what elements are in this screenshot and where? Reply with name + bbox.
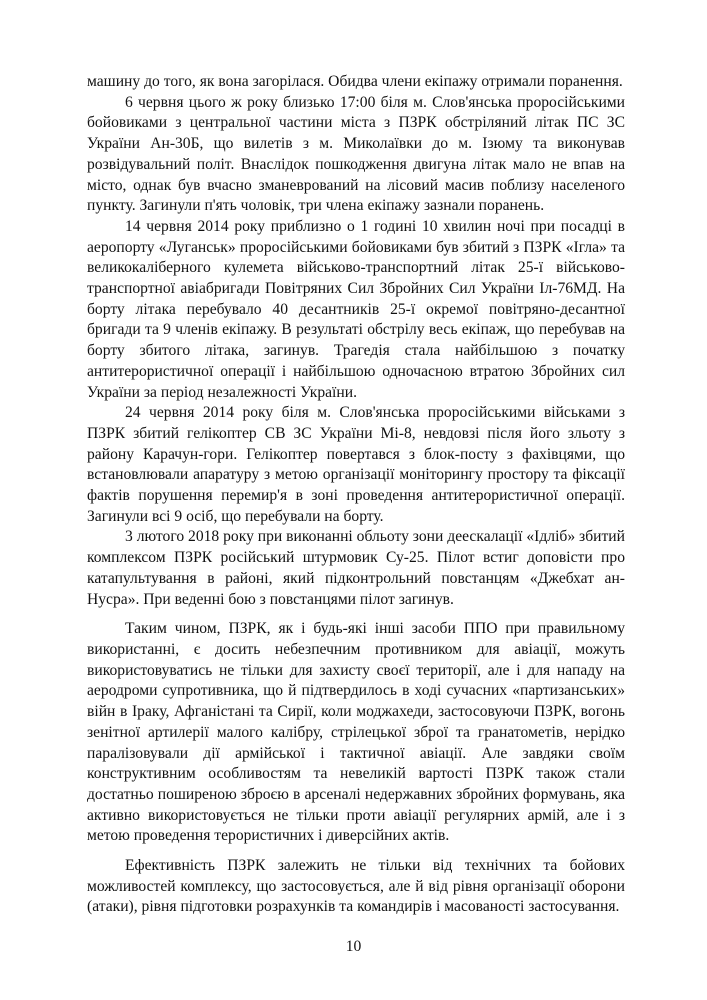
- paragraph-effectiveness: Ефективність ПЗРК залежить не тільки від технічних та бойових можливостей комплексу, що застосовується, але й від рівня організації оборони (атаки), рівня підготовки розрахунків та командирів і масованості застосування.: [87, 857, 625, 916]
- paragraph-su25-incident: 3 лютого 2018 року при виконанні обльоту зони деескалації «Ідліб» збитий комплексом ПЗРК російський штурмовик Су-25. Пілот встиг доповісти про катапультування в районі, який підконтрольний повстанцям «Джебхат ан-Нусра». При веденні бою з повстанцями пілот загинув.: [87, 528, 625, 608]
- paragraph-continuation: машину до того, як вона загорілася. Обидва члени екіпажу отримали поранення.: [87, 73, 623, 90]
- paragraph-mi8-incident: 24 червня 2014 року біля м. Слов'янська проросійськими військами з ПЗРК збитий гелікоптер СВ ЗС України Мі-8, невдовзі після його зльоту з району Карачун-гори. Гелікоптер повертався з блок-посту з фахівцями, що встановлювали апаратуру з метою організації моніторингу простору та фіксації фактів порушення перемир'я в зоні проведення антитерористичної операції. Загинули всі 9 осіб, що перебували на борту.: [87, 404, 625, 525]
- paragraph-conclusion: Таким чином, ПЗРК, як і будь-які інші засоби ППО при правильному використанні, є досить небезпечним противником для авіації, можуть використовуватись не тільки для захисту своєї території, але і для нападу на аеродроми супротивника, що й підтвердилось в ході сучасних «партизанських» війн в Іраку, Афганістані та Сирії, коли моджахеди, застосовуючи ПЗРК, вогонь зенітної артилерії малого калібру, стрілецької зброї та гранатометів, нерідко паралізовували дії армійської і тактичної авіації. Але завдяки своїм конструктивним особливостям та невеликій вартості ПЗРК також стали достатньо поширеною зброєю в арсеналі недержавних збройних формувань, яка активно використовується не тільки проти авіації регулярних армій, але і з метою проведення терористичних і диверсійних актів.: [87, 620, 625, 845]
- body-text: [87, 72, 625, 918]
- paragraph-an30b-incident: 6 червня цього ж року близько 17:00 біля м. Слов'янська проросійськими бойовиками з центральної частини міста з ПЗРК обстріляний літак ПС ЗС України Ан-30Б, що вилетів з м. Миколаївки до м. Ізюму та виконував розвідувальний політ. Внаслідок пошкодження двигуна літак мало не впав на місто, однак був вчасно зманеврований на лісовий масив поблизу населеного пункту. Загинули п'ять чоловік, три члена екіпажу зазнали поранень.: [87, 93, 625, 215]
- paragraph-il76-incident: 14 червня 2014 року приблизно о 1 годині 10 хвилин ночі при посадці в аеропорту «Луганськ» проросійськими бойовиками був збитий з ПЗРК «Ігла» та великокаліберного кулемета військово-транспортний літак 25-ї військово-транспортної авіабригади Повітряних Сил Збройних Сил України Іл-76МД. На борту літака перебувало 40 десантників 25-ї окремої повітряно-десантної бригади та 9 членів екіпажу. В результаті обстрілу весь екіпаж, що перебував на борту збитого літака, загинув. Трагедія стала найбільшою з початку антитерористичної операції і найбільшою одночасною втратою Збройних сил України за період незалежності України.: [87, 217, 625, 401]
- page-number: 10: [345, 938, 362, 955]
